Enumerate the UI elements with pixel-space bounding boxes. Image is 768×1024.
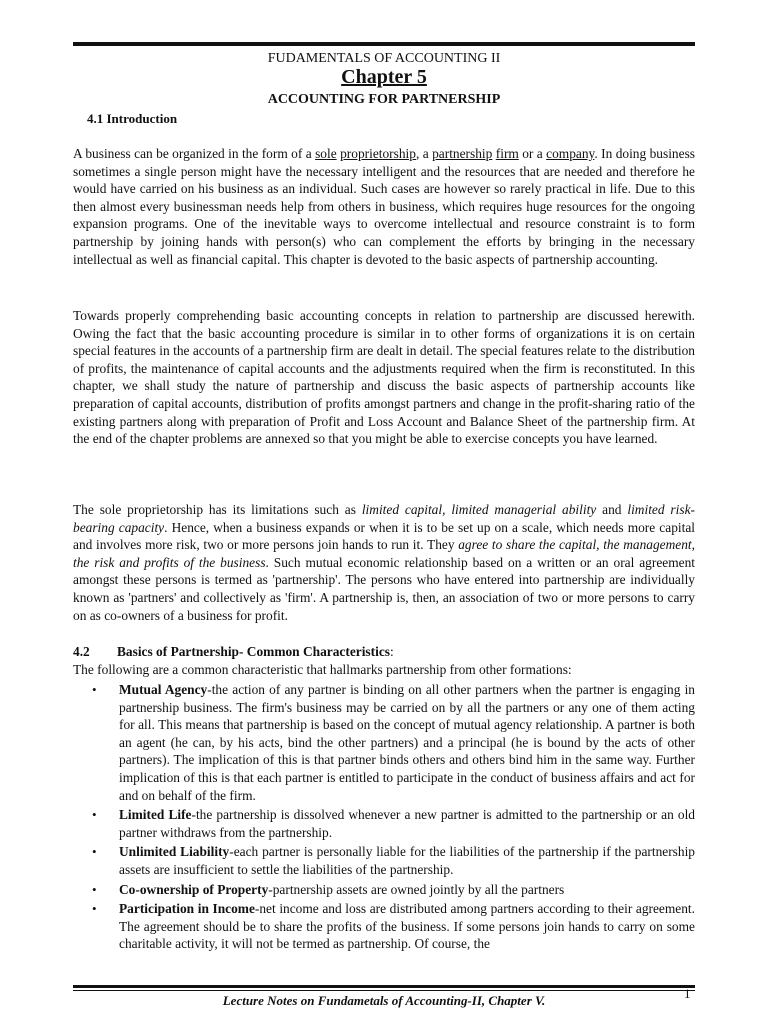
link-firm: firm xyxy=(495,146,519,161)
page-number: 1 xyxy=(684,986,691,1001)
paragraph-intro: A business can be organized in the form of a sole proprietorship, a partnership firm or a company. In doing business sometimes a single person might have the necessary intelligent and the resources that are needed and therefore he would have carried on his business as an individual. Such cases are however so rarely practical in life. Due to this then almost every businessman needs help from others in business, which requires huge resources for the ongoing expansion programs. One of the inevitable ways to overcome intellectual and resource constraint is to form partnership by joining hands with person(s) who can complement the efforts by bringing in the necessary intellectual as well as financial capital. This chapter is devoted to the basic aspects of partnership accounting. xyxy=(73,146,695,267)
paragraph-limitations: The sole proprietorship has its limitations such as limited capital, limited managerial ability and limited risk-bearing capacity. Hence, when a business expands or when it is to be set up on a scale, which needs more capital and involves more risk, two or more persons join hands to run it. They agree to share the capital, the management, the risk and profits of the business. Such mutual economic relationship based on a written or an oral agreement amongst these persons is termed as 'partnership'. The persons who have entered into partnership are individually known as 'partners' and collectively as 'firm'. A partnership is, then, an association of two or more persons to carry on as co-owners of a business for profit. xyxy=(73,502,696,623)
list-item: • Limited Life-the partnership is dissolved whenever a new partner is admitted to the partnership or an old partner withdraws from the partnership. xyxy=(92,807,695,840)
list-item: • Co-ownership of Property-partnership assets are owned jointly by all the partners xyxy=(92,881,565,897)
top-rule xyxy=(73,42,695,46)
chapter-subtitle: ACCOUNTING FOR PARTNERSHIP xyxy=(267,92,501,107)
bullet-icon: • xyxy=(92,901,97,917)
section-number: 4.2 xyxy=(73,644,90,659)
list-item: • Mutual Agency-the action of any partner is binding on all other partners when the partner is engaging in partnership business. The firm's business may be carried on by all the partners or any one of them acting for all. This means that partnership is based on the concept of mutual agency relationship. A partner is both an agent (he can, by his acts, bind the other partners) and a principal (he is bound by the acts of other partners). The implication of this is that partner binds others and others bind him in the same way. Further implication of this is that each partner is entitled to participate in the conduct of business affairs and act for and on behalf of the firm. xyxy=(92,682,695,803)
bullet-icon: • xyxy=(92,807,97,823)
section-title: Basics of Partnership- Common Characteristics xyxy=(117,644,390,659)
bullet-icon: • xyxy=(92,682,97,697)
list-item: • Participation in Income-net income and loss are distributed among partners according to their agreement. The agreement should be to share the profits of the business. If some persons join hands to carry on some charitable activity, it will not be termed as partnership. Of course, the xyxy=(92,901,695,952)
bullet-icon: • xyxy=(92,881,97,897)
link-sole: sole xyxy=(315,146,337,161)
link-company: company xyxy=(546,146,595,161)
paragraph-concepts: Towards properly comprehending basic accounting concepts in relation to partnership are discussed herewith. Owing the fact that the basic accounting procedure is similar in to other forms of organizations it is on certain special features in the accounts of a partnership firm are dealt in detail. The special features relate to the distribution of profits, the maintenance of capital accounts and the adjustments required when the firm is reconstituted. In this chapter, we shall study the nature of partnership and discuss the basic aspects of partnership accounts like preparation of capital accounts, distribution of profits amongst partners and change in the profit-sharing ratio of the existing partners along with preparation of Profit and Loss Account and Balance Sheet of the partnership firm. At the end of the chapter problems are annexed so that you might be able to exercise concepts you have learned. xyxy=(73,308,695,447)
section-heading-introduction: 4.1 Introduction xyxy=(87,111,178,126)
chapter-title: Chapter 5 xyxy=(341,66,427,88)
link-proprietorship: proprietorship xyxy=(340,146,416,161)
footer-text: Lecture Notes on Fundametals of Accounting-II, Chapter V. xyxy=(222,993,546,1008)
section-intro-text: The following are a common characteristic that hallmarks partnership from other formations: xyxy=(73,662,572,677)
section-heading-basics: 4.2 Basics of Partnership- Common Characteristics: xyxy=(73,644,394,659)
footer-rule-thin xyxy=(73,990,695,991)
list-item: • Unlimited Liability-each partner is personally liable for the liabilities of the partnership if the partnership assets are insufficient to settle the liabilities of the partnership. xyxy=(92,844,695,877)
characteristics-list xyxy=(0,681,768,955)
bullet-icon: • xyxy=(92,844,97,860)
course-title: FUDAMENTALS OF ACCOUNTING II xyxy=(267,51,501,66)
link-partnership: partnership xyxy=(432,146,493,161)
footer-rule-thick xyxy=(73,985,695,988)
